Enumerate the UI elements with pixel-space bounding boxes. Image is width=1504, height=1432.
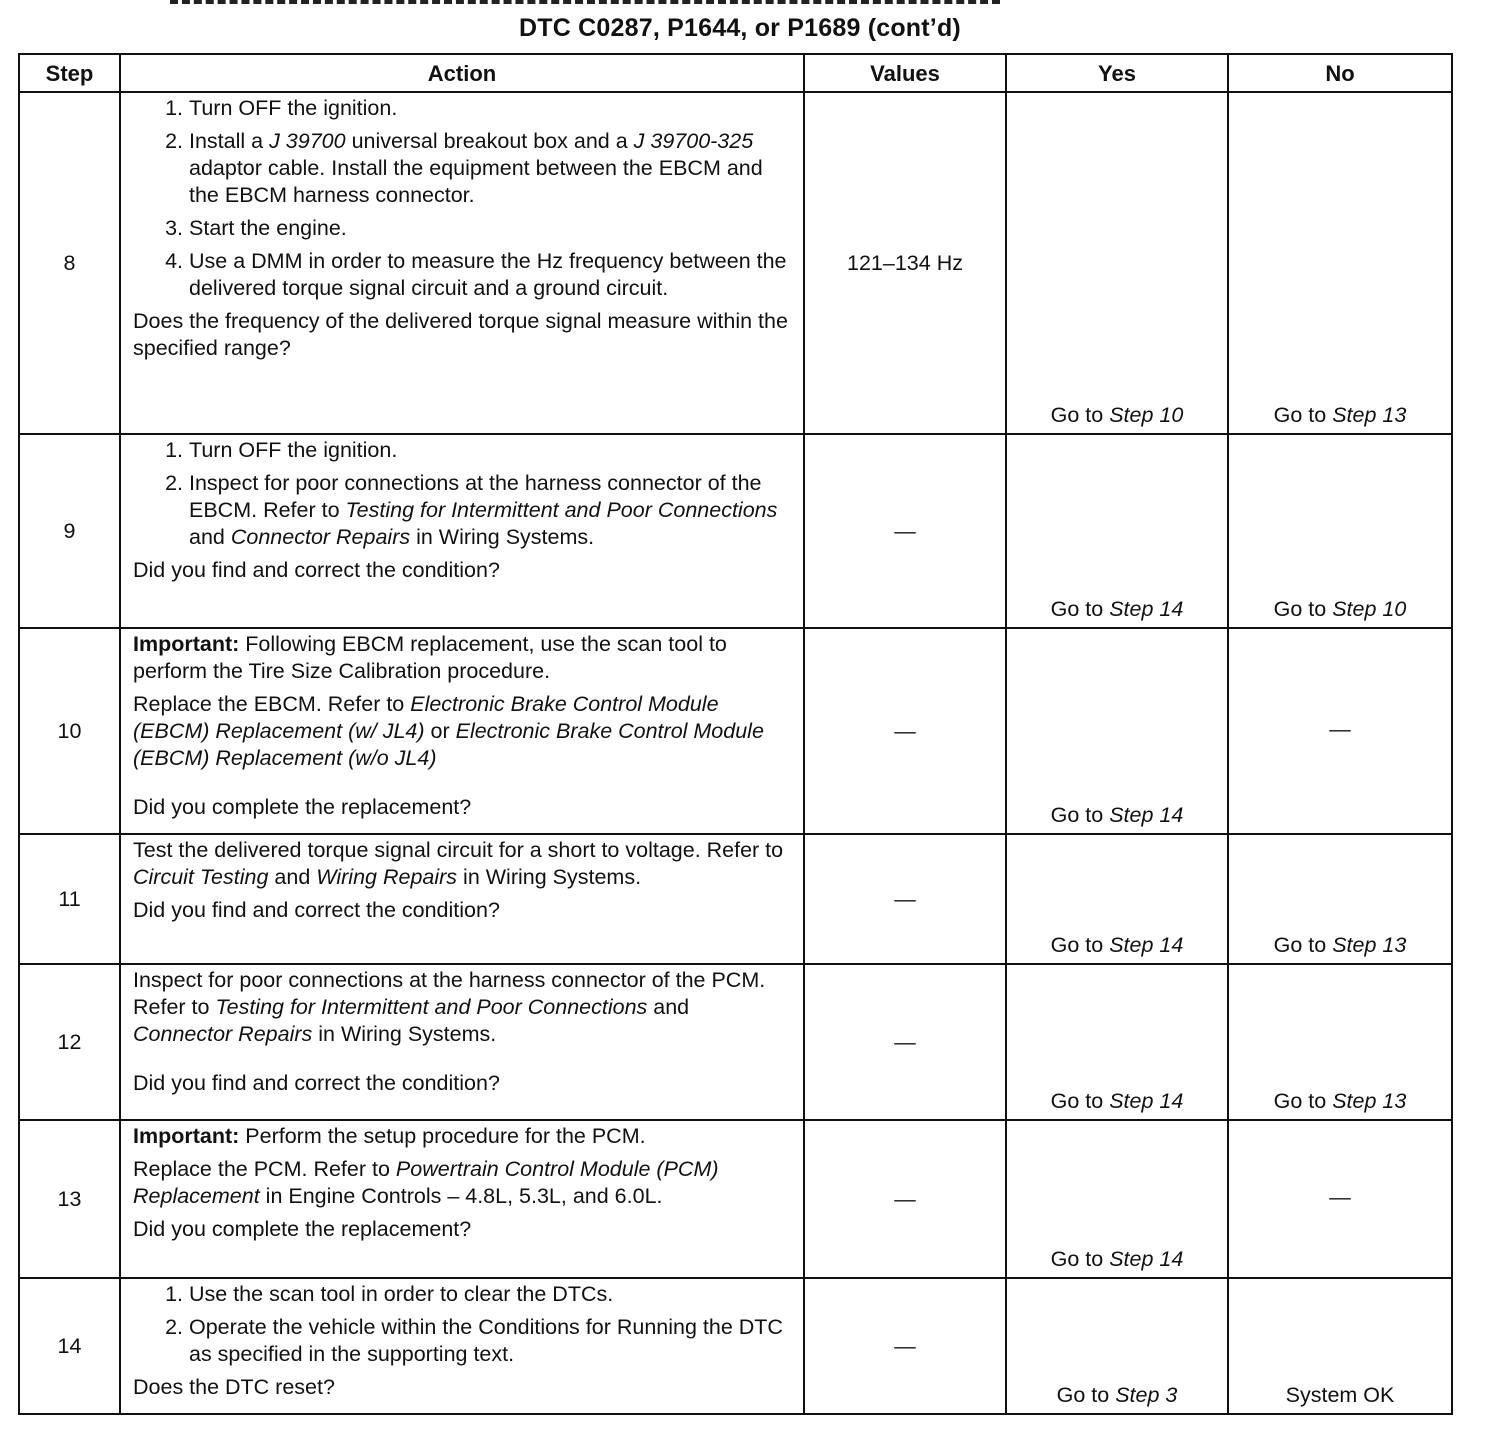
text-run: Inspect for poor connections at the harness connector of the EBCM. Refer to <box>189 471 762 522</box>
text-run: Turn OFF the ignition. <box>189 96 398 120</box>
text-run: Go to <box>1056 1383 1116 1407</box>
text-run: — <box>1329 1184 1351 1209</box>
italic-reference: Testing for Intermittent and Poor Connections <box>215 995 648 1019</box>
text-run: Go to <box>1273 933 1333 957</box>
action-step-item <box>189 128 793 209</box>
no-result <box>1228 834 1452 964</box>
action-steps-list <box>133 95 793 302</box>
header-yes: Yes <box>1006 54 1228 92</box>
italic-reference: Step 14 <box>1109 803 1184 827</box>
text-run: Go to <box>1050 1247 1110 1271</box>
action-step-item <box>189 437 793 464</box>
table-row <box>19 92 1452 434</box>
italic-reference: Step 13 <box>1332 933 1407 957</box>
step-number: 12 <box>19 964 120 1120</box>
italic-reference: Step 14 <box>1109 1247 1184 1271</box>
header-row <box>19 54 1452 92</box>
text-run: Following EBCM replacement, use the scan tool to perform the Tire Size Calibration procedure. <box>133 632 727 683</box>
italic-reference: Step 13 <box>1332 1089 1407 1113</box>
header-step: Step <box>19 54 120 92</box>
table-row <box>19 964 1452 1120</box>
text-run: Inspect for poor connections at the harness connector of the PCM. Refer to <box>133 968 766 1019</box>
text-run: Turn OFF the ignition. <box>189 438 398 462</box>
step-number: 14 <box>19 1278 120 1414</box>
text-run: and <box>189 525 231 549</box>
yes-result <box>1006 1278 1228 1414</box>
no-result <box>1228 628 1452 834</box>
italic-reference: Electronic Brake Control Module (EBCM) Replacement (w/o JL4) <box>133 719 764 770</box>
header-no: No <box>1228 54 1452 92</box>
text-run: Use a DMM in order to measure the Hz frequency between the delivered torque signal circuit and a ground circuit. <box>189 249 787 300</box>
yes-result <box>1006 92 1228 434</box>
italic-reference: Circuit Testing <box>133 865 269 889</box>
table-row <box>19 1120 1452 1278</box>
text-run: Go to <box>1050 1089 1110 1113</box>
action-paragraph <box>133 967 793 1048</box>
italic-reference: Step 10 <box>1332 597 1407 621</box>
text-run: Go to <box>1050 933 1110 957</box>
action-step-item <box>189 215 793 242</box>
bold-label: Important: <box>133 1124 240 1148</box>
italic-reference: Electronic Brake Control Module (EBCM) Replacement (w/ JL4) <box>133 692 719 743</box>
yes-result <box>1006 1120 1228 1278</box>
table-row <box>19 628 1452 834</box>
values-cell: — <box>804 628 1006 834</box>
text-run: in Wiring Systems. <box>457 865 642 889</box>
header-action: Action <box>120 54 804 92</box>
text-run: Go to <box>1273 597 1333 621</box>
italic-reference: Wiring Repairs <box>316 865 458 889</box>
text-run: or <box>424 719 456 743</box>
bold-label: Important: <box>133 632 240 656</box>
action-step-item <box>189 95 793 122</box>
page-title: DTC C0287, P1644, or P1689 (cont’d) <box>519 14 961 42</box>
action-step-item <box>189 1314 793 1368</box>
text-run: Go to <box>1273 403 1333 427</box>
header-values: Values <box>804 54 1006 92</box>
text-run: Go to <box>1050 403 1110 427</box>
action-question: Does the DTC reset? <box>133 1375 335 1399</box>
diagnostic-table <box>18 53 1453 1415</box>
action-step-item <box>189 1281 793 1308</box>
action-question: Did you find and correct the condition? <box>133 558 500 582</box>
action-steps-list <box>133 437 793 551</box>
action-paragraph <box>133 691 793 772</box>
action-cell <box>120 834 804 964</box>
italic-reference: Connector Repairs <box>133 1022 313 1046</box>
table-row <box>19 434 1452 628</box>
italic-reference: Step 10 <box>1109 403 1184 427</box>
action-paragraph <box>133 1156 793 1210</box>
text-run: System OK <box>1285 1383 1395 1407</box>
italic-reference: Step 13 <box>1332 403 1407 427</box>
no-result <box>1228 1120 1452 1278</box>
action-step-item <box>189 470 793 551</box>
action-cell <box>120 964 804 1120</box>
text-run: Test the delivered torque signal circuit for a short to voltage. Refer to <box>133 838 784 862</box>
values-cell: — <box>804 964 1006 1120</box>
step-number: 10 <box>19 628 120 834</box>
action-cell <box>120 434 804 628</box>
italic-reference: J 39700 <box>269 129 346 153</box>
text-run: in Wiring Systems. <box>410 525 595 549</box>
values-cell: — <box>804 434 1006 628</box>
values-cell: — <box>804 834 1006 964</box>
no-result <box>1228 1278 1452 1414</box>
yes-result <box>1006 964 1228 1120</box>
italic-reference: Step 14 <box>1109 1089 1184 1113</box>
text-run: and <box>268 865 317 889</box>
text-run: in Wiring Systems. <box>312 1022 497 1046</box>
text-run: Go to <box>1050 597 1110 621</box>
yes-result <box>1006 628 1228 834</box>
values-cell: 121–134 Hz <box>804 92 1006 434</box>
yes-result <box>1006 434 1228 628</box>
values-cell: — <box>804 1120 1006 1278</box>
action-question: Did you complete the replacement? <box>133 1217 472 1241</box>
values-cell: — <box>804 1278 1006 1414</box>
action-paragraph <box>133 1123 793 1150</box>
no-result <box>1228 434 1452 628</box>
text-run: and <box>647 995 690 1019</box>
no-result <box>1228 964 1452 1120</box>
text-run: adaptor cable. Install the equipment between the EBCM and the EBCM harness connector. <box>189 156 763 207</box>
table-row <box>19 834 1452 964</box>
action-question: Did you find and correct the condition? <box>133 1071 500 1095</box>
no-result <box>1228 92 1452 434</box>
step-number: 9 <box>19 434 120 628</box>
italic-reference: Powertrain Control Module (PCM) Replacement <box>133 1157 719 1208</box>
action-cell <box>120 1278 804 1414</box>
action-paragraph <box>133 837 793 891</box>
action-cell <box>120 628 804 834</box>
italic-reference: Testing for Intermittent and Poor Connections <box>345 498 778 522</box>
text-run: Go to <box>1273 1089 1333 1113</box>
step-number: 8 <box>19 92 120 434</box>
text-run: Install a <box>189 129 270 153</box>
italic-reference: J 39700-325 <box>633 129 754 153</box>
action-question: Does the frequency of the delivered torque signal measure within the specified range? <box>133 309 788 360</box>
action-cell <box>120 92 804 434</box>
italic-reference: Step 14 <box>1109 933 1184 957</box>
text-run: Start the engine. <box>189 216 347 240</box>
italic-reference: Step 14 <box>1109 597 1184 621</box>
table-row <box>19 1278 1452 1414</box>
text-run: universal breakout box and a <box>345 129 634 153</box>
text-run: Perform the setup procedure for the PCM. <box>239 1124 646 1148</box>
action-question: Did you find and correct the condition? <box>133 898 500 922</box>
text-run: Replace the EBCM. Refer to <box>133 692 411 716</box>
top-rule-dashes <box>170 0 1000 8</box>
step-number: 13 <box>19 1120 120 1278</box>
italic-reference: Connector Repairs <box>230 525 411 549</box>
text-run: Use the scan tool in order to clear the DTCs. <box>189 1282 614 1306</box>
yes-result <box>1006 834 1228 964</box>
action-step-item <box>189 248 793 302</box>
text-run: Replace the PCM. Refer to <box>133 1157 396 1181</box>
step-number: 11 <box>19 834 120 964</box>
action-cell <box>120 1120 804 1278</box>
text-run: Go to <box>1050 803 1110 827</box>
text-run: — <box>1329 716 1351 741</box>
italic-reference: Step 3 <box>1115 1383 1178 1407</box>
text-run: Operate the vehicle within the Conditions for Running the DTC as specified in the supporting text. <box>189 1315 783 1366</box>
action-steps-list <box>133 1281 793 1368</box>
action-paragraph <box>133 631 793 685</box>
text-run: in Engine Controls – 4.8L, 5.3L, and 6.0L. <box>259 1184 663 1208</box>
action-question: Did you complete the replacement? <box>133 795 472 819</box>
